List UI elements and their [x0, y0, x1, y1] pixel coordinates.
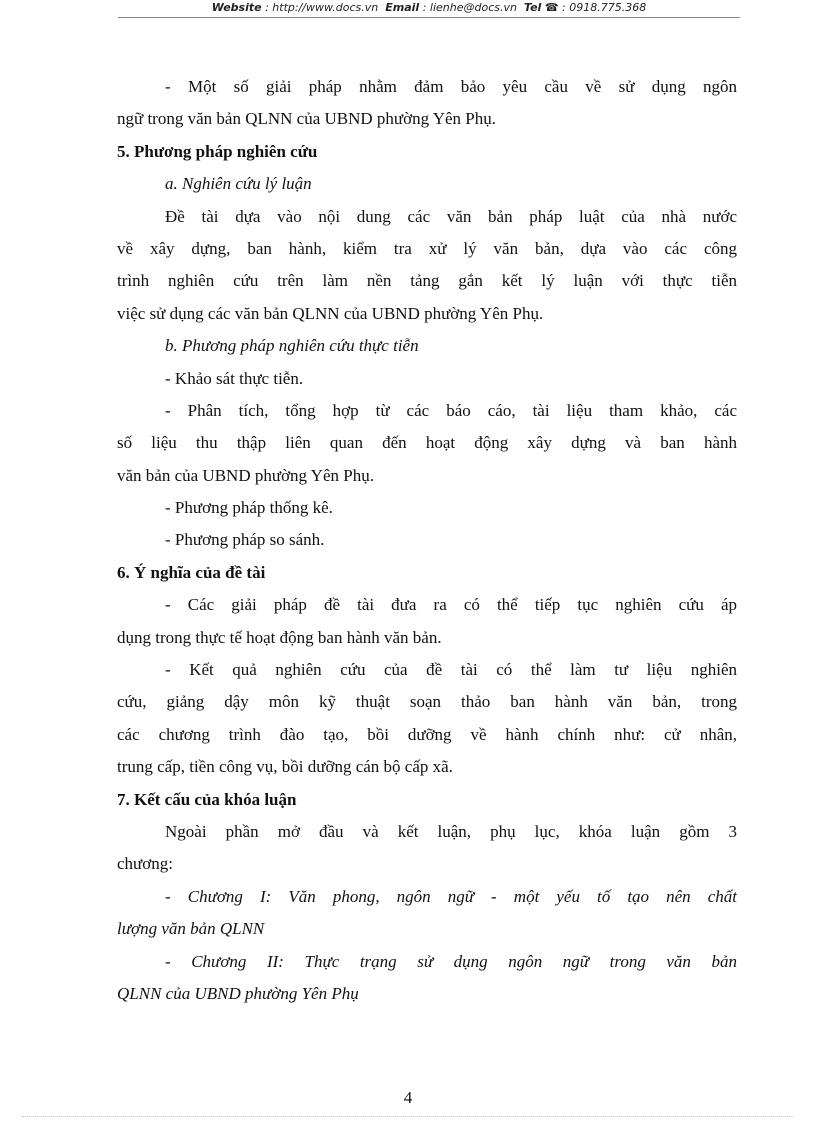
- phone-icon: ☎: [544, 1, 559, 14]
- body-line: trình nghiên cứu trên làm nền tảng gắn kết lý luận với thực tiễn: [117, 271, 737, 291]
- body-line: cứu, giảng dậy môn kỹ thuật soạn thảo ban hành văn bản, trong: [117, 692, 737, 712]
- body-line: chương:: [117, 854, 173, 874]
- section-heading: 7. Kết cấu của khóa luận: [117, 789, 297, 809]
- page-header: [118, 0, 740, 18]
- email-label: Email: [385, 1, 420, 14]
- body-line: ngữ trong văn bản QLNN của UBND phường Yên Phụ.: [117, 109, 497, 129]
- body-line: - Khảo sát thực tiễn.: [165, 368, 304, 388]
- body-line: - Kết quả nghiên cứu của đề tài có thể làm tư liệu nghiên: [165, 660, 737, 680]
- document-body: [117, 71, 737, 1010]
- body-line: trung cấp, tiền công vụ, bồi dưỡng cán bộ cấp xã.: [117, 757, 453, 777]
- body-line: - Phương pháp thống kê.: [165, 498, 333, 518]
- email-address: : lienhe@docs.vn: [422, 1, 517, 14]
- body-line: các chương trình đào tạo, bồi dưỡng về hành chính như: cử nhân,: [117, 724, 737, 744]
- body-line: - Phương pháp so sánh.: [165, 530, 325, 550]
- body-line: - Chương I: Văn phong, ngôn ngữ - một yếu tố tạo nên chất: [165, 886, 737, 906]
- body-line: số liệu thu thập liên quan đến hoạt động xây dựng và ban hành: [117, 433, 737, 453]
- body-line: - Một số giải pháp nhằm đảm bảo yêu cầu về sử dụng ngôn: [165, 77, 737, 96]
- website-url: : http://www.docs.vn: [265, 1, 379, 14]
- body-line: QLNN của UBND phường Yên Phụ: [117, 983, 359, 1003]
- page-number: 4: [403, 1088, 413, 1107]
- body-line: - Phân tích, tổng hợp từ các báo cáo, tài liệu tham khảo, các: [165, 400, 737, 420]
- subsection-heading: a. Nghiên cứu lý luận: [165, 174, 312, 194]
- body-line: Đề tài dựa vào nội dung các văn bản pháp luật của nhà nước: [165, 206, 737, 226]
- body-line: về xây dựng, ban hành, kiểm tra xử lý văn bản, dựa vào các công: [117, 238, 737, 258]
- body-line: Ngoài phần mở đầu và kết luận, phụ lục, khóa luận gồm 3: [165, 821, 737, 841]
- footer-divider: [22, 1116, 794, 1117]
- section-heading: 6. Ý nghĩa của đề tài: [117, 562, 266, 582]
- body-line: dụng trong thực tế hoạt động ban hành văn bản.: [117, 627, 442, 647]
- subsection-heading: b. Phương pháp nghiên cứu thực tiễn: [165, 336, 419, 356]
- body-line: việc sử dụng các văn bản QLNN của UBND phường Yên Phụ.: [117, 303, 544, 323]
- body-line: lượng văn bản QLNN: [117, 919, 265, 939]
- tel-label: Tel: [523, 1, 542, 14]
- tel-number: : 0918.775.368: [562, 1, 647, 14]
- section-heading: 5. Phương pháp nghiên cứu: [117, 141, 318, 161]
- body-line: - Chương II: Thực trạng sử dụng ngôn ngữ trong văn bản: [165, 951, 737, 971]
- body-line: văn bản của UBND phường Yên Phụ.: [117, 465, 374, 485]
- body-line: - Các giải pháp đề tài đưa ra có thể tiếp tục nghiên cứu áp: [165, 595, 737, 615]
- website-label: Website: [211, 1, 262, 14]
